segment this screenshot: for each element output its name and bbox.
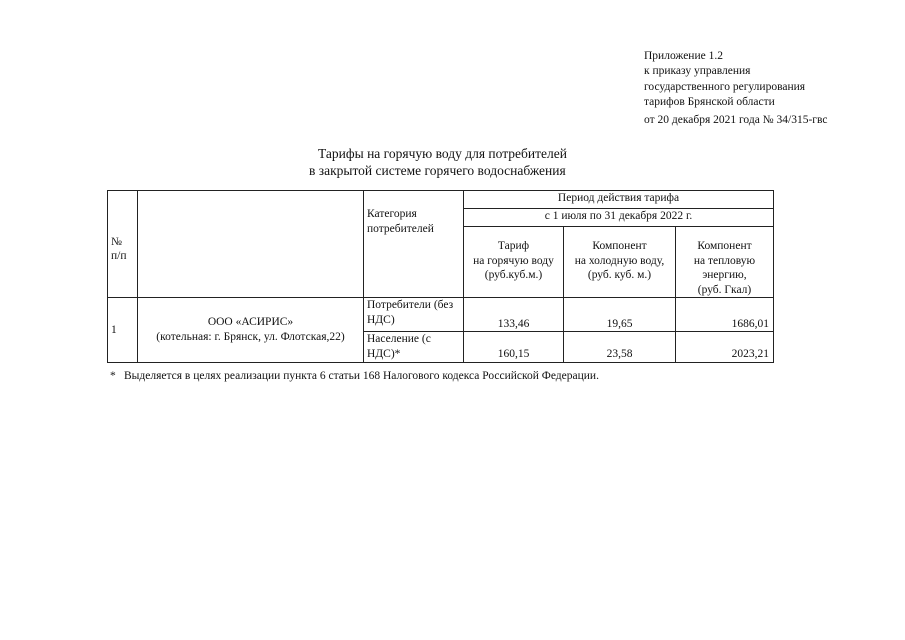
num-header: № п/п xyxy=(111,235,127,263)
annex-title: Приложение 1.2 xyxy=(644,50,723,62)
footnote xyxy=(110,369,599,383)
row-number: 1 xyxy=(108,298,138,362)
category-label: Население (с НДС)* xyxy=(367,333,431,360)
category-cell xyxy=(364,332,464,362)
organization-cell xyxy=(138,298,364,362)
title-line-1: Тарифы на горячую воду для потребителей xyxy=(318,146,567,161)
tariff-value: 160,15 xyxy=(464,332,564,362)
annex-authority-line2: тарифов Брянской области xyxy=(644,96,775,109)
heat-component-header: Компонент на тепловую энергию, (руб. Гкал) xyxy=(693,240,756,296)
tariff-header: Тариф на горячую воду (руб.куб.м.) xyxy=(473,240,554,282)
footnote-text: Выделяется в целях реализации пункта 6 статьи 168 Налогового кодекса Российской Федерации. xyxy=(124,370,599,382)
cold-value: 23,58 xyxy=(564,332,676,362)
annex-header xyxy=(644,49,827,128)
category-cell xyxy=(364,298,464,332)
cold-value: 19,65 xyxy=(564,298,676,332)
cold-component-header: Компонент на холодную воду, (руб. куб. м.) xyxy=(574,240,665,282)
annex-order-ref: к приказу управления xyxy=(644,65,751,78)
tariff-value: 133,46 xyxy=(464,298,564,332)
organization-name: ООО «АСИРИС» xyxy=(207,316,294,329)
num-header-cell xyxy=(108,191,138,298)
category-label: Потребители (без НДС) xyxy=(367,299,454,326)
category-header-cell xyxy=(364,191,464,298)
annex-authority-line1: государственного регулирования xyxy=(644,80,806,93)
table-header-row xyxy=(108,191,774,209)
title-line-2: в закрытой системе горячего водоснабжения xyxy=(309,163,566,178)
period-header: Период действия тарифа xyxy=(464,191,774,209)
heat-value: 1686,01 xyxy=(676,298,774,332)
cold-header-cell xyxy=(564,227,676,298)
period-dates: с 1 июля по 31 декабря 2022 г. xyxy=(464,209,774,227)
organization-address: (котельная: г. Брянск, ул. Флотская,22) xyxy=(156,330,345,343)
heat-value: 2023,21 xyxy=(676,332,774,362)
tariff-header-cell xyxy=(464,227,564,298)
table-row xyxy=(108,298,774,332)
tariff-table xyxy=(107,190,774,363)
category-header: Категория потребителей xyxy=(367,208,434,235)
heat-header-cell xyxy=(676,227,774,298)
footnote-marker: * xyxy=(110,370,116,382)
annex-date-number: от 20 декабря 2021 года № 34/315-гвс xyxy=(644,113,828,126)
org-header-cell xyxy=(138,191,364,298)
